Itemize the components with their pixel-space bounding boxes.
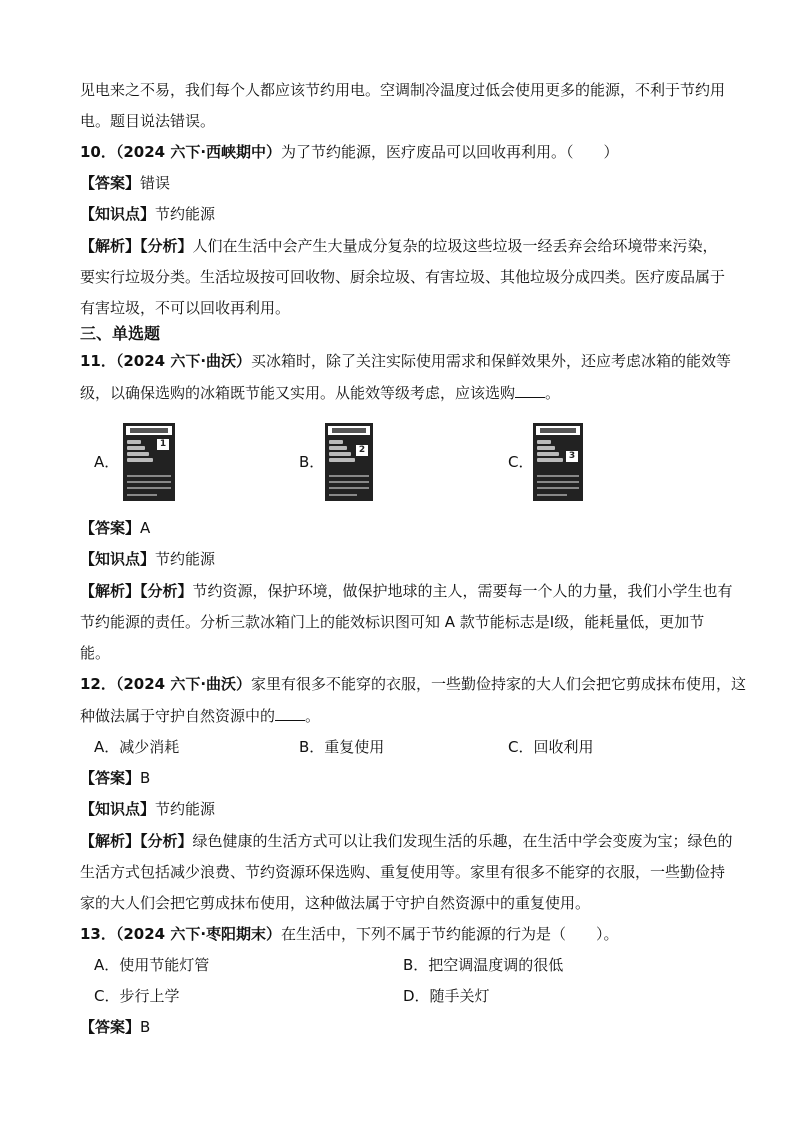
analysis-line (80, 235, 718, 257)
answer-blank (515, 383, 545, 398)
option-c: C．步行上学 (94, 987, 180, 1005)
answer-blank (275, 706, 305, 721)
question-source: （2024 六下·西峡期中） (115, 143, 282, 161)
energy-label-image-c (533, 423, 583, 501)
answer-value: A (140, 519, 151, 537)
analysis-text: 节约资源，保护环境，做保护地球的主人，需要每一个人的力量，我们小学生也有 (192, 582, 733, 600)
knowledge-point-line (80, 203, 215, 225)
answer-line (80, 767, 150, 789)
analysis-tag: 【解析】【分析】 (80, 237, 193, 255)
paragraph-line: 电。题目说法错误。 (80, 112, 216, 130)
question-11 (80, 350, 731, 372)
answer-line (80, 1016, 150, 1038)
question-text: 。 (305, 707, 321, 725)
energy-label-image-a (123, 423, 175, 501)
option-c: C．回收利用 (508, 738, 594, 756)
analysis-line: 有害垃圾，不可以回收再利用。 (80, 299, 291, 317)
question-source: （2024 六下·曲沃） (115, 352, 252, 370)
analysis-line: 节约能源的责任。分析三款冰箱门上的能效标识图可知 A 款节能标志是Ⅰ级，能耗量低，更加节 (80, 613, 705, 631)
question-text-line (80, 382, 560, 404)
analysis-text: 绿色健康的生活方式可以让我们发现生活的乐趣，在生活中学会变废为宝；绿色的 (192, 832, 733, 850)
paragraph-line: 见电来之不易，我们每个人都应该节约用电。空调制冷温度过低会使用更多的能源，不利于节约用 (80, 81, 726, 99)
answer-tag: 【答案】 (80, 519, 141, 537)
option-d: D．随手关灯 (403, 987, 490, 1005)
analysis-line: 能。 (80, 644, 111, 662)
question-source: （2024 六下·枣阳期末） (115, 925, 282, 943)
question-text: 种做法属于守护自然资源中的 (80, 707, 276, 725)
option-a: A．减少消耗 (94, 738, 180, 756)
analysis-line (80, 830, 733, 852)
question-number: 13． (80, 925, 116, 943)
answer-value: B (140, 769, 151, 787)
question-text-line (80, 705, 320, 727)
analysis-line (80, 580, 733, 602)
answer-line (80, 172, 170, 194)
knowledge-point-tag: 【知识点】 (80, 205, 156, 223)
question-13 (80, 923, 619, 945)
question-text: 买冰箱时，除了关注实际使用需求和保鲜效果外，还应考虑冰箱的能效等 (251, 352, 732, 370)
grade-badge: 3 (566, 451, 578, 462)
answer-value: B (140, 1018, 151, 1036)
knowledge-point-tag: 【知识点】 (80, 550, 156, 568)
question-source: （2024 六下·曲沃） (115, 675, 252, 693)
option-a-label: A． (94, 453, 120, 471)
option-b: B．把空调温度调的很低 (403, 956, 564, 974)
question-text: 。 (545, 384, 561, 402)
knowledge-point-tag: 【知识点】 (80, 800, 156, 818)
option-c-label: C． (508, 453, 534, 471)
analysis-line: 要实行垃圾分类。生活垃圾按可回收物、厨余垃圾、有害垃圾、其他垃圾分成四类。医疗废品属于 (80, 268, 726, 286)
analysis-text: 人们在生活中会产生大量成分复杂的垃圾这些垃圾一经丢弃会给环境带来污染， (192, 237, 718, 255)
analysis-tag: 【解析】【分析】 (80, 832, 193, 850)
knowledge-point-line (80, 548, 215, 570)
knowledge-point-value: 节约能源 (155, 800, 216, 818)
analysis-tag: 【解析】【分析】 (80, 582, 193, 600)
analysis-line: 生活方式包括减少浪费、节约资源环保选购、重复使用等。家里有很多不能穿的衣服，一些勤俭持 (80, 863, 726, 881)
answer-tag: 【答案】 (80, 1018, 141, 1036)
question-number: 10． (80, 143, 116, 161)
section-heading: 三、单选题 (80, 324, 161, 343)
knowledge-point-value: 节约能源 (155, 205, 216, 223)
question-text: 为了节约能源，医疗废品可以回收再利用。（ ） (281, 143, 619, 161)
question-number: 12． (80, 675, 116, 693)
answer-tag: 【答案】 (80, 174, 141, 192)
answer-line (80, 517, 150, 539)
question-10 (80, 141, 619, 163)
answer-tag: 【答案】 (80, 769, 141, 787)
question-12 (80, 673, 746, 695)
option-b-label: B． (299, 453, 325, 471)
option-b: B．重复使用 (299, 738, 385, 756)
option-a: A．使用节能灯管 (94, 956, 210, 974)
grade-badge: 2 (356, 445, 368, 456)
question-text: 在生活中，下列不属于节约能源的行为是（ ）。 (281, 925, 619, 943)
question-text: 家里有很多不能穿的衣服，一些勤俭持家的大人们会把它剪成抹布使用，这 (251, 675, 747, 693)
grade-badge: 1 (157, 439, 169, 450)
question-number: 11． (80, 352, 116, 370)
knowledge-point-line (80, 798, 215, 820)
knowledge-point-value: 节约能源 (155, 550, 216, 568)
analysis-line: 家的大人们会把它剪成抹布使用，这种做法属于守护自然资源中的重复使用。 (80, 894, 591, 912)
answer-value: 错误 (140, 174, 171, 192)
question-text: 级，以确保选购的冰箱既节能又实用。从能效等级考虑，应该选购 (80, 384, 516, 402)
energy-label-image-b (325, 423, 373, 501)
